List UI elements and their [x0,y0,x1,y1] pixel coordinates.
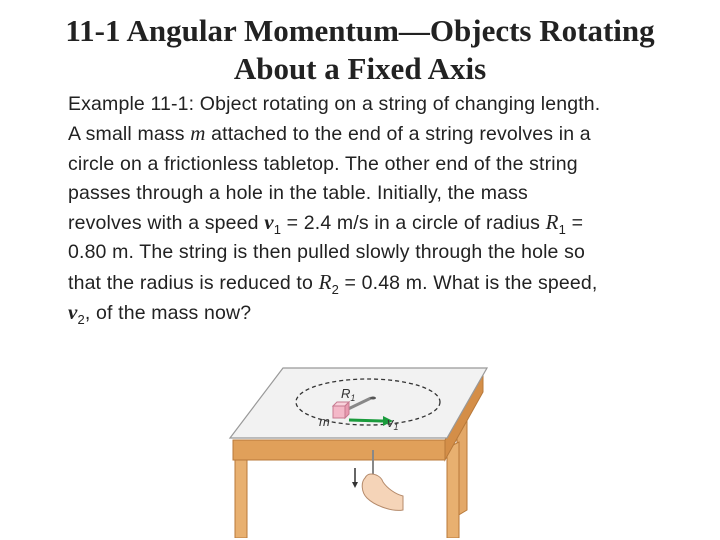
pull-arrowhead [352,482,358,488]
mass-cube [333,402,349,418]
subscript: 1 [558,222,566,238]
text-line-5 [68,208,708,238]
rotating-mass-figure [225,360,490,538]
subscript: 2 [331,281,339,297]
example-intro: Example 11-1: Object rotating on a string of changing length. [68,93,601,115]
example-text [68,90,708,328]
text-segment: , of the mass now? [84,302,252,325]
text-line-8 [68,298,708,328]
text-segment: revolves with a speed [68,212,265,235]
table-hole [370,397,376,400]
text-line-7 [68,268,708,298]
label-m: m [319,414,330,429]
label-v1: $v_1$ [387,415,399,432]
var-R2: R [318,269,332,294]
var-v2: v [68,300,78,325]
hand-icon [362,474,403,510]
text-segment: attached to the end of a string revolves in a [205,123,591,146]
var-m: m [190,121,206,146]
text-segment: = 2.4 m/s in a circle of radius [281,212,546,235]
text-segment: A small mass [68,123,191,146]
title-line-2: About a Fixed Axis [233,51,487,86]
text-line-2 [68,119,708,149]
label-R1: $R_1$ [341,386,356,403]
velocity-arrow [349,420,383,421]
subscript: 1 [273,222,282,238]
text-line-4: passes through a hole in the table. Initially, the mass [68,181,528,204]
slide-title [0,12,720,88]
text-line-3: circle on a frictionless tabletop. The other end of the string [68,152,578,175]
var-R1: R [545,210,559,235]
title-line-1: 11-1 Angular Momentum—Objects Rotating [65,13,655,48]
subscript: 2 [77,311,85,327]
text-segment: = [566,212,584,235]
text-segment: that the radius is reduced to [68,271,319,294]
table-apron-front [233,440,445,460]
table-leg-right-front [447,442,459,538]
text-line-6: 0.80 m. The string is then pulled slowly through the hole so [68,241,586,264]
var-v1: v [264,210,274,235]
text-segment: = 0.48 m. What is the speed, [338,271,598,294]
table-leg-left [235,452,247,538]
